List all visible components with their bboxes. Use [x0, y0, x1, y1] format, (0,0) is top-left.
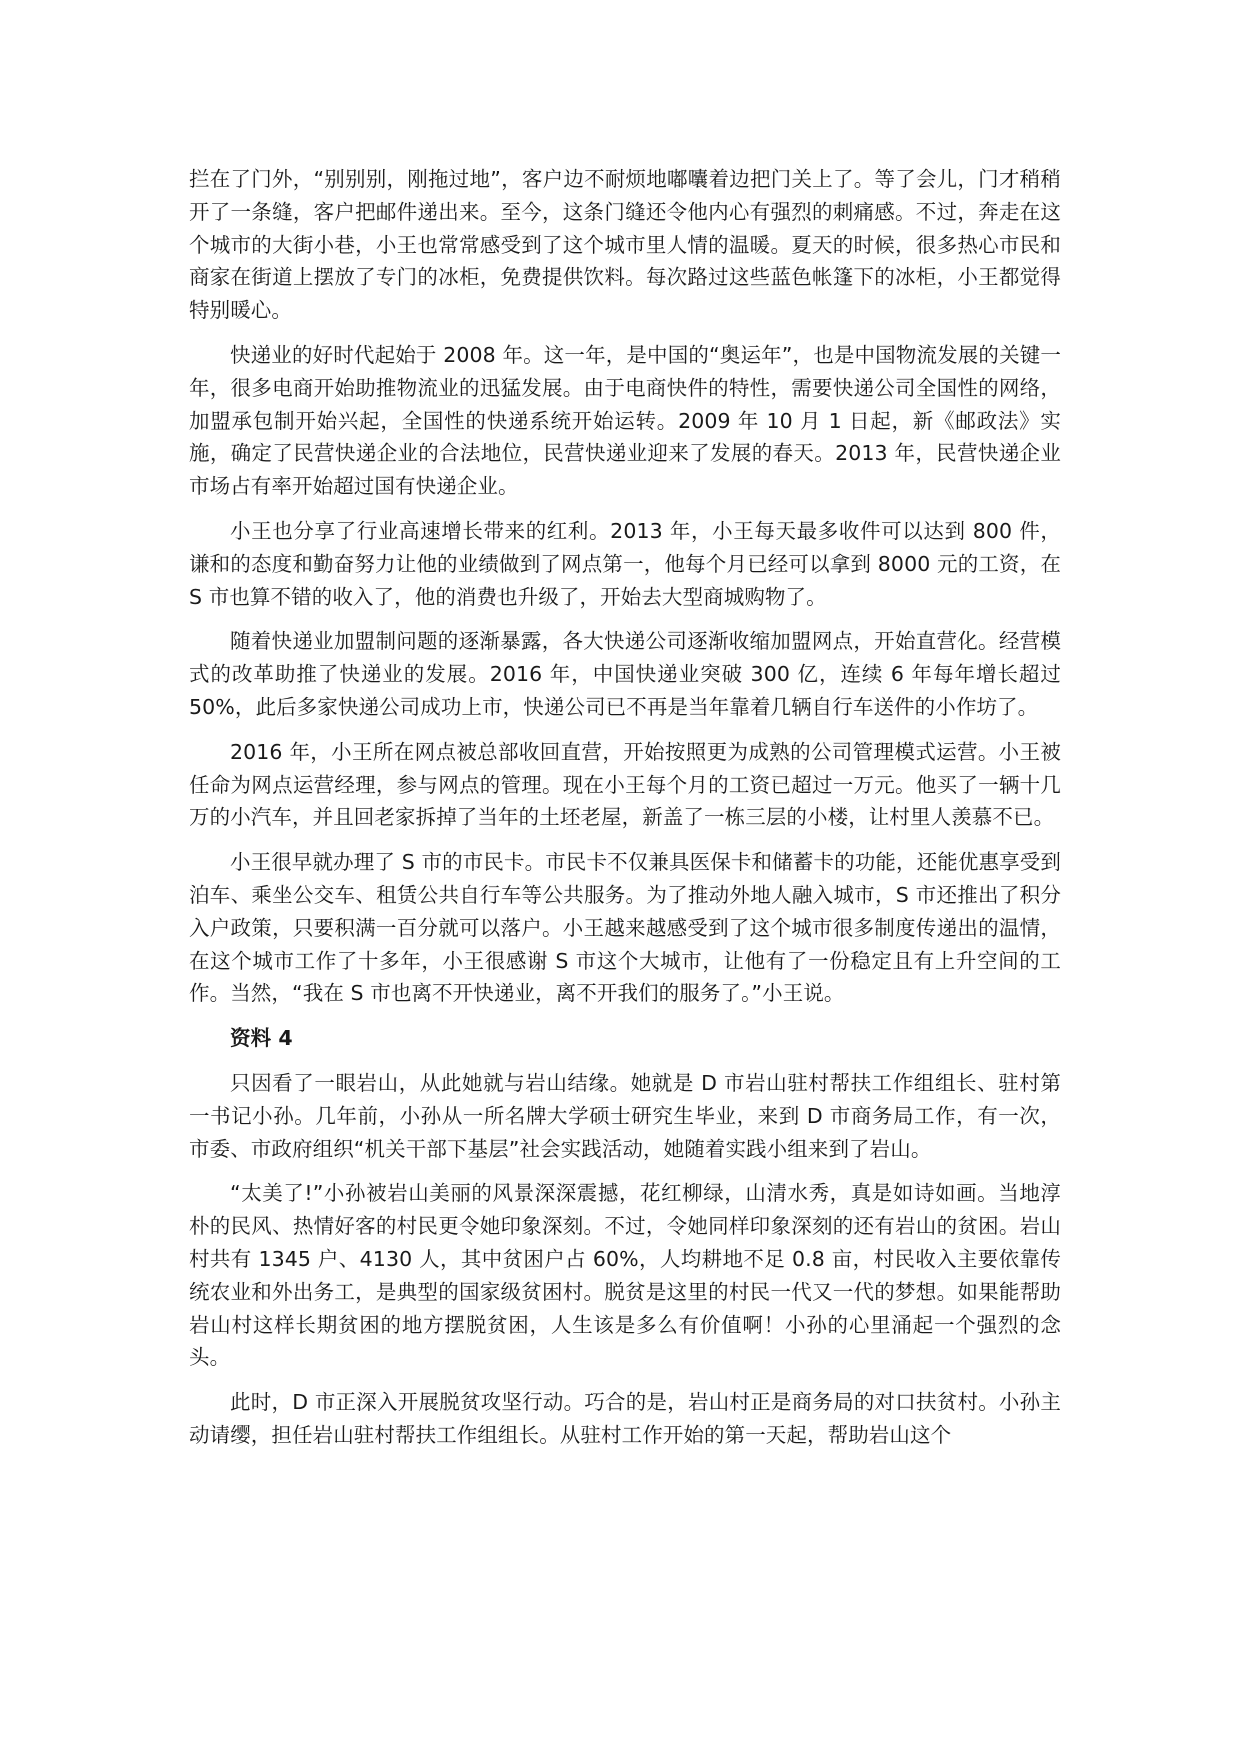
- paragraph-9: 此时，D 市正深入开展脱贫攻坚行动。巧合的是，岩山村正是商务局的对口扶贫村。小孙主动请缨，担任岩山驻村帮扶工作组组长。从驻村工作开始的第一天起，帮助岩山这个: [189, 1390, 1061, 1447]
- section-heading: 资料 4: [230, 1026, 293, 1051]
- document-page: [189, 163, 1061, 1464]
- paragraph-5: 2016 年，小王所在网点被总部收回直营，开始按照更为成熟的公司管理模式运营。小王被任命为网点运营经理，参与网点的管理。现在小王每个月的工资已超过一万元。他买了一辆十几万的小汽车，并且回老家拆掉了当年的土坯老屋，新盖了一栋三层的小楼，让村里人羡慕不已。: [189, 739, 1061, 830]
- paragraph-2: 快递业的好时代起始于 2008 年。这一年，是中国的“奥运年”，也是中国物流发展的关键一年，很多电商开始助推物流业的迅猛发展。由于电商快件的特性，需要快递公司全国性的网络，加盟承包制开始兴起，全国性的快递系统开始运转。2009 年 10 月 1 日起，新《邮政法》实施，确定了民营快递企业的合法地位，民营快递业迎来了发展的春天。2013 年，民营快递企业市场占有率开始超过国有快递企业。: [189, 342, 1061, 499]
- paragraph-8: “太美了!”小孙被岩山美丽的风景深深震撼，花红柳绿，山清水秀，真是如诗如画。当地淳朴的民风、热情好客的村民更令她印象深刻。不过，令她同样印象深刻的还有岩山的贫困。岩山村共有 1345 户、4130 人，其中贫困户占 60%，人均耕地不足 0.8 亩，村民收入主要依靠传统农业和外出务工，是典型的国家级贫困村。脱贫是这里的村民一代又一代的梦想。如果能帮助岩山村这样长期贫困的地方摆脱贫困，人生该是多么有价值啊！小孙的心里涌起一个强烈的念头。: [189, 1181, 1061, 1370]
- paragraph-3: 小王也分享了行业高速增长带来的红利。2013 年，小王每天最多收件可以达到 800 件，谦和的态度和勤奋努力让他的业绩做到了网点第一，他每个月已经可以拿到 8000 元的工资，在 S 市也算不错的收入了，他的消费也升级了，开始去大型商城购物了。: [189, 518, 1061, 609]
- paragraph-6: 小王很早就办理了 S 市的市民卡。市民卡不仅兼具医保卡和储蓄卡的功能，还能优惠享受到泊车、乘坐公交车、租赁公共自行车等公共服务。为了推动外地人融入城市，S 市还推出了积分入户政策，只要积满一百分就可以落户。小王越来越感受到了这个城市很多制度传递出的温情，在这个城市工作了十多年，小王很感谢 S 市这个大城市，让他有了一份稳定且有上升空间的工作。当然，“我在 S 市也离不开快递业，离不开我们的服务了。”小王说。: [189, 850, 1061, 1006]
- paragraph-1: 拦在了门外，“别别别，刚拖过地”，客户边不耐烦地嘟囔着边把门关上了。等了会儿，门才稍稍开了一条缝，客户把邮件递出来。至今，这条门缝还令他内心有强烈的刺痛感。不过，奔走在这个城市的大街小巷，小王也常常感受到了这个城市里人情的温暖。夏天的时候，很多热心市民和商家在街道上摆放了专门的冰柜，免费提供饮料。每次路过这些蓝色帐篷下的冰柜，小王都觉得特别暖心。: [189, 167, 1061, 323]
- paragraph-4: 随着快递业加盟制问题的逐渐暴露，各大快递公司逐渐收缩加盟网点，开始直营化。经营模式的改革助推了快递业的发展。2016 年，中国快递业突破 300 亿，连续 6 年每年增长超过 50%，此后多家快递公司成功上市，快递公司已不再是当年靠着几辆自行车送件的小作坊了。: [189, 629, 1061, 719]
- paragraph-7: 只因看了一眼岩山，从此她就与岩山结缘。她就是 D 市岩山驻村帮扶工作组组长、驻村第一书记小孙。几年前，小孙从一所名牌大学硕士研究生毕业，来到 D 市商务局工作，有一次，市委、市政府组织“机关干部下基层”社会实践活动，她随着实践小组来到了岩山。: [189, 1070, 1061, 1161]
